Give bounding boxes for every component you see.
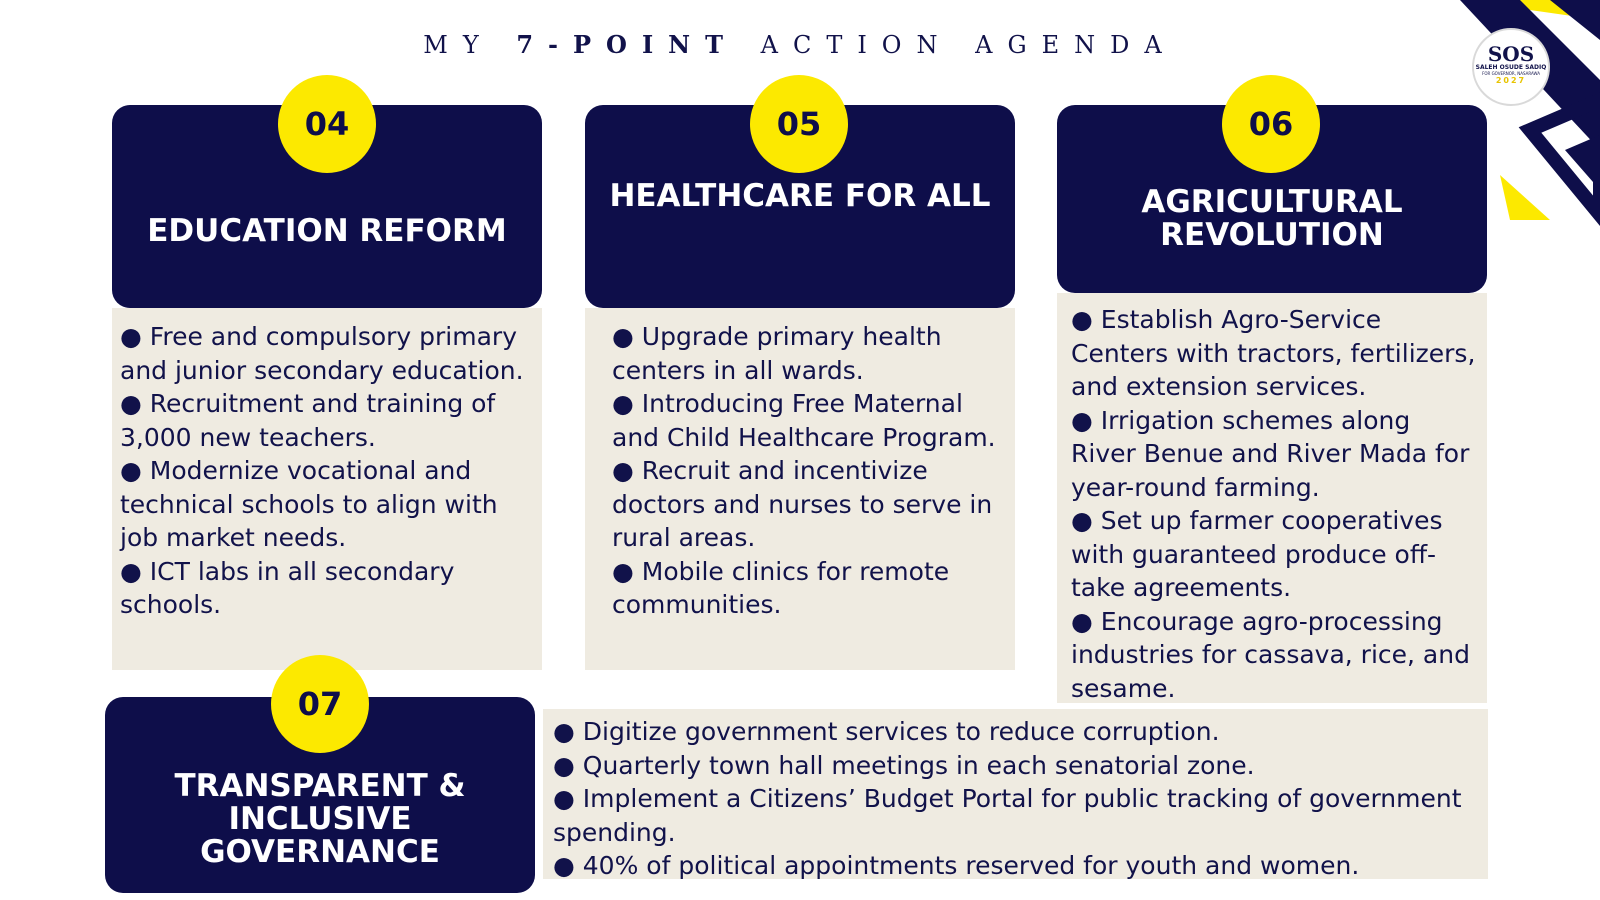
title-part-action-agenda: ACTION AGENDA <box>760 31 1177 59</box>
campaign-logo <box>1472 28 1550 106</box>
logo-name: SALEH OSUDE SADIQ <box>1475 64 1547 71</box>
list-item: ● Implement a Citizens’ Budget Portal for public tracking of government spending. <box>553 784 1462 847</box>
filled-circle-icon: ● <box>120 322 142 351</box>
card-title: AGRICULTURAL REVOLUTION <box>1141 184 1403 253</box>
page-title <box>0 30 1600 59</box>
list-item: ● Free and compulsory primary and junior secondary education. <box>120 322 524 385</box>
filled-circle-icon: ● <box>120 556 142 586</box>
filled-circle-icon: ● <box>553 851 575 880</box>
list-item: ● Irrigation schemes along River Benue and River Mada for year-round farming. <box>1071 405 1470 502</box>
filled-circle-icon: ● <box>612 322 634 351</box>
list-item: ● Introducing Free Maternal and Child Healthcare Program. <box>612 389 996 452</box>
list-item: ● Digitize government services to reduce corruption. <box>553 717 1220 746</box>
filled-circle-icon: ● <box>1071 405 1093 435</box>
card-title: EDUCATION REFORM <box>147 213 507 249</box>
card-body-healthcare <box>585 308 1015 670</box>
filled-circle-icon: ● <box>553 784 575 813</box>
filled-circle-icon: ● <box>120 389 142 418</box>
title-part-my: MY <box>423 31 494 59</box>
list-item: ● Modernize vocational and technical schools to align with job market needs. <box>120 456 498 552</box>
title-part-seven-point: 7-POINT <box>516 30 738 59</box>
filled-circle-icon: ● <box>612 556 634 586</box>
card-body-agriculture <box>1057 293 1487 703</box>
list-item: ● Establish Agro-Service Centers with tractors, fertilizers, and extension services. <box>1071 305 1476 401</box>
list-item: ● ICT labs in all secondary schools. <box>120 556 455 619</box>
list-item: ● Recruitment and training of 3,000 new teachers. <box>120 389 496 452</box>
list-item: ● Recruit and incentivize doctors and nurses to serve in rural areas. <box>612 456 993 552</box>
list-item: ● Upgrade primary health centers in all wards. <box>612 322 942 385</box>
card-title: TRANSPARENT & INCLUSIVE GOVERNANCE <box>174 767 466 870</box>
number-badge-07: 07 <box>271 655 369 753</box>
filled-circle-icon: ● <box>553 750 575 780</box>
filled-circle-icon: ● <box>553 717 575 746</box>
filled-circle-icon: ● <box>612 456 634 485</box>
list-item: ● Encourage agro-processing industries for cassava, rice, and sesame. <box>1071 606 1470 703</box>
logo-subtitle: FOR GOVERNOR, NASARAWA <box>1482 71 1540 76</box>
number-badge-05: 05 <box>750 75 848 173</box>
filled-circle-icon: ● <box>120 456 142 485</box>
list-item: ● Mobile clinics for remote communities. <box>612 556 950 619</box>
logo-initials: SOS <box>1487 42 1535 66</box>
filled-circle-icon: ● <box>1071 606 1093 636</box>
list-item: ● 40% of political appointments reserved for youth and women. <box>553 851 1360 880</box>
number-badge-04: 04 <box>278 75 376 173</box>
filled-circle-icon: ● <box>612 389 634 418</box>
filled-circle-icon: ● <box>1071 506 1093 535</box>
list-item: ● Set up farmer cooperatives with guaranteed produce off-take agreements. <box>1071 506 1443 602</box>
card-body-education <box>112 308 542 670</box>
card-body-governance <box>543 709 1488 879</box>
card-title: HEALTHCARE FOR ALL <box>609 178 991 214</box>
filled-circle-icon: ● <box>1071 305 1093 334</box>
number-badge-06: 06 <box>1222 75 1320 173</box>
list-item: ● Quarterly town hall meetings in each senatorial zone. <box>553 750 1255 780</box>
logo-year: 2027 <box>1495 76 1527 85</box>
